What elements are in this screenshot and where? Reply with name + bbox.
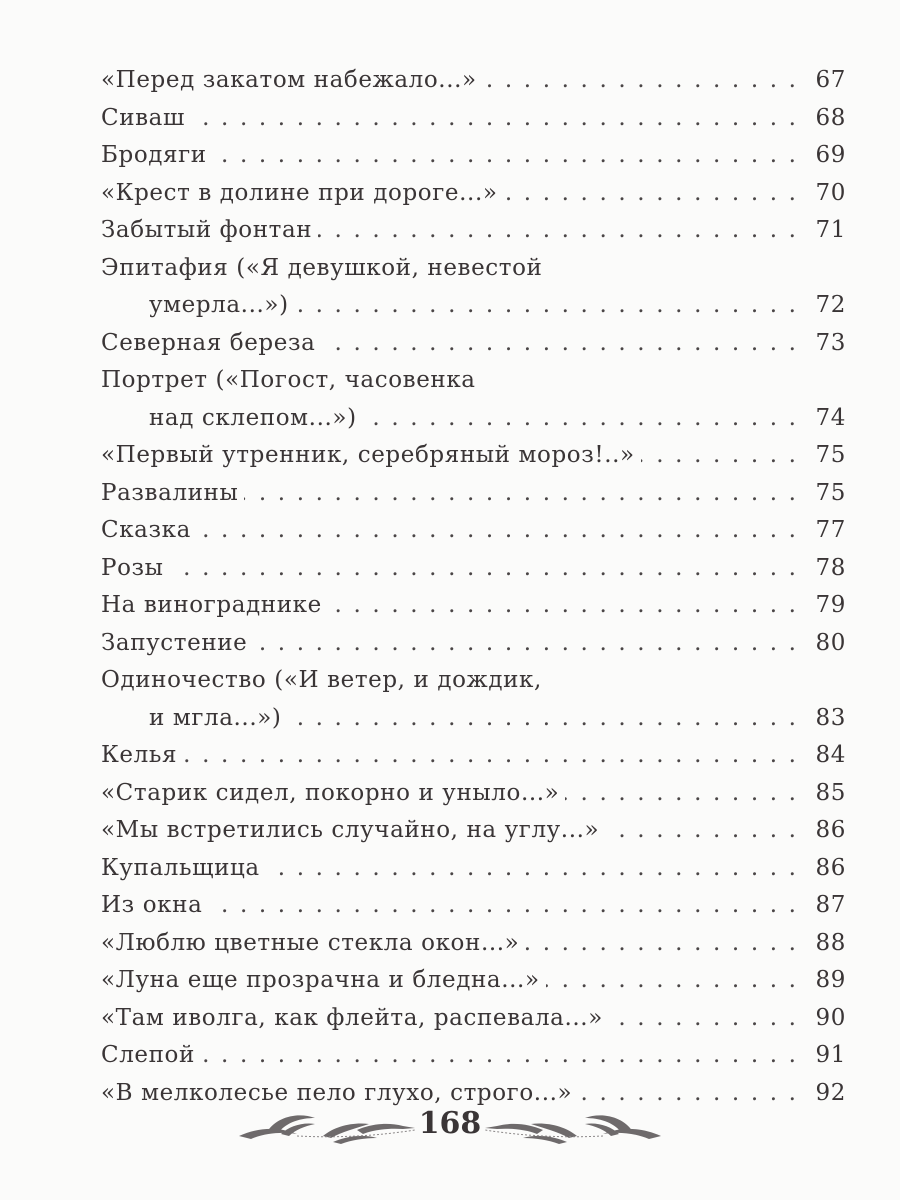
toc-entry[interactable] xyxy=(101,587,846,625)
dot-leader xyxy=(641,437,796,475)
toc-entry[interactable] xyxy=(101,925,846,963)
toc-entry-page: 90 xyxy=(815,1004,846,1031)
toc-entry-page: 71 xyxy=(815,217,846,243)
dot-leader xyxy=(183,737,796,775)
toc-entry-title: Одиночество («И ветер, и дождик, xyxy=(101,667,542,693)
toc-entry-title: «Крест в долине при дороге...» xyxy=(101,179,498,206)
toc-entry-page: 70 xyxy=(815,179,846,206)
dot-leader xyxy=(266,850,796,888)
toc-entry-page: 86 xyxy=(815,817,846,843)
table-of-contents xyxy=(101,62,846,1112)
toc-entry-title: «Перед закатом набежало...» xyxy=(101,67,477,93)
toc-entry-title: «Луна еще прозрачна и бледна...» xyxy=(101,967,540,993)
page-number: 168 xyxy=(418,1105,482,1141)
toc-entry-title: «Мы встретились случайно, на углу...» xyxy=(101,817,600,843)
toc-entry-title: На винограднике xyxy=(101,592,322,618)
toc-entry-page: 87 xyxy=(815,892,846,918)
flourish-ornament-left-icon xyxy=(237,1106,417,1146)
toc-entry-title: Сиваш xyxy=(101,104,185,131)
dot-leader xyxy=(318,212,796,250)
toc-entry-title: «Люблю цветные стекла окон...» xyxy=(101,929,520,956)
dot-leader xyxy=(609,1000,796,1038)
toc-entry-page: 69 xyxy=(815,142,846,168)
toc-entry-page: 84 xyxy=(815,742,846,768)
toc-entry-title: Развалины xyxy=(101,479,239,506)
toc-entry-title: Портрет («Погост, часовенка xyxy=(101,367,476,393)
toc-entry-page: 91 xyxy=(815,1042,846,1068)
toc-entry-page: 72 xyxy=(815,292,846,318)
toc-entry-page: 67 xyxy=(815,67,846,93)
dot-leader xyxy=(321,325,796,363)
dot-leader xyxy=(546,962,796,1000)
toc-entry[interactable] xyxy=(101,362,846,437)
toc-entry-page: 85 xyxy=(815,779,846,806)
toc-entry[interactable] xyxy=(101,250,846,325)
toc-entry-title: «Старик сидел, покорно и уныло...» xyxy=(101,779,560,806)
toc-entry[interactable] xyxy=(101,662,846,737)
toc-entry-title-continuation: над склепом...») xyxy=(149,404,357,431)
toc-entry[interactable] xyxy=(101,850,846,888)
toc-entry[interactable] xyxy=(101,737,846,775)
toc-entry-page: 75 xyxy=(815,442,846,468)
toc-entry[interactable] xyxy=(101,1037,846,1075)
toc-entry-title: «В мелколесье пело глухо, строго...» xyxy=(101,1079,573,1106)
dot-leader xyxy=(483,62,796,100)
toc-entry[interactable] xyxy=(101,962,846,1000)
toc-entry-page: 73 xyxy=(815,329,846,356)
dot-leader xyxy=(213,137,796,175)
toc-entry-page: 74 xyxy=(815,404,846,431)
dot-leader xyxy=(170,550,796,588)
toc-entry-page: 79 xyxy=(815,592,846,618)
toc-entry[interactable] xyxy=(101,100,846,138)
dot-leader xyxy=(363,400,796,438)
toc-entry-title: «Там иволга, как флейта, распевала...» xyxy=(101,1004,603,1031)
toc-entry-title-continuation: и мгла...») xyxy=(149,704,282,731)
toc-entry-page: 80 xyxy=(815,629,846,656)
dot-leader xyxy=(253,625,796,663)
dot-leader xyxy=(244,475,796,513)
toc-entry-page: 92 xyxy=(815,1079,846,1106)
toc-entry[interactable] xyxy=(101,175,846,213)
toc-entry-page: 78 xyxy=(815,554,846,581)
toc-entry-page: 88 xyxy=(815,929,846,956)
dot-leader xyxy=(191,100,796,138)
toc-entry[interactable] xyxy=(101,62,846,100)
toc-entry-page: 89 xyxy=(815,967,846,993)
toc-entry-title: Запустение xyxy=(101,629,248,656)
toc-entry-page: 86 xyxy=(815,854,846,881)
toc-entry-title: Купальщица xyxy=(101,854,260,881)
toc-entry-title: Забытый фонтан xyxy=(101,217,313,243)
toc-entry-title: Северная береза xyxy=(101,329,316,356)
toc-entry-title-continuation: умерла...») xyxy=(149,292,289,318)
dot-leader xyxy=(295,287,796,325)
toc-entry-page: 75 xyxy=(815,479,846,506)
toc-entry-title: «Первый утренник, серебряный мороз!..» xyxy=(101,442,635,468)
toc-entry-title: Эпитафия («Я девушкой, невестой xyxy=(101,254,543,281)
toc-entry[interactable] xyxy=(101,775,846,813)
toc-entry[interactable] xyxy=(101,887,846,925)
toc-entry-page: 83 xyxy=(815,704,846,731)
toc-entry-title: Слепой xyxy=(101,1042,195,1068)
toc-entry-page: 77 xyxy=(815,517,846,543)
toc-entry-title: Розы xyxy=(101,554,164,581)
toc-entry[interactable] xyxy=(101,475,846,513)
toc-entry[interactable] xyxy=(101,137,846,175)
toc-entry-title: Келья xyxy=(101,742,178,768)
toc-entry[interactable] xyxy=(101,325,846,363)
dot-leader xyxy=(201,1037,796,1075)
dot-leader xyxy=(525,925,796,963)
dot-leader xyxy=(328,587,796,625)
dot-leader xyxy=(504,175,796,213)
toc-entry[interactable] xyxy=(101,550,846,588)
toc-entry-title: Бродяги xyxy=(101,142,207,168)
toc-entry[interactable] xyxy=(101,437,846,475)
dot-leader xyxy=(565,775,796,813)
toc-entry[interactable] xyxy=(101,212,846,250)
toc-entry-title: Сказка xyxy=(101,517,191,543)
toc-entry-page: 68 xyxy=(815,104,846,131)
dot-leader xyxy=(208,887,796,925)
dot-leader xyxy=(605,812,796,850)
dot-leader xyxy=(197,512,796,550)
toc-entry[interactable] xyxy=(101,512,846,550)
page-footer xyxy=(0,1104,900,1148)
toc-entry[interactable] xyxy=(101,1000,846,1038)
dot-leader xyxy=(287,700,796,738)
toc-entry[interactable] xyxy=(101,812,846,850)
toc-entry-title: Из окна xyxy=(101,892,203,918)
toc-entry[interactable] xyxy=(101,625,846,663)
flourish-ornament-right-icon xyxy=(483,1106,663,1146)
